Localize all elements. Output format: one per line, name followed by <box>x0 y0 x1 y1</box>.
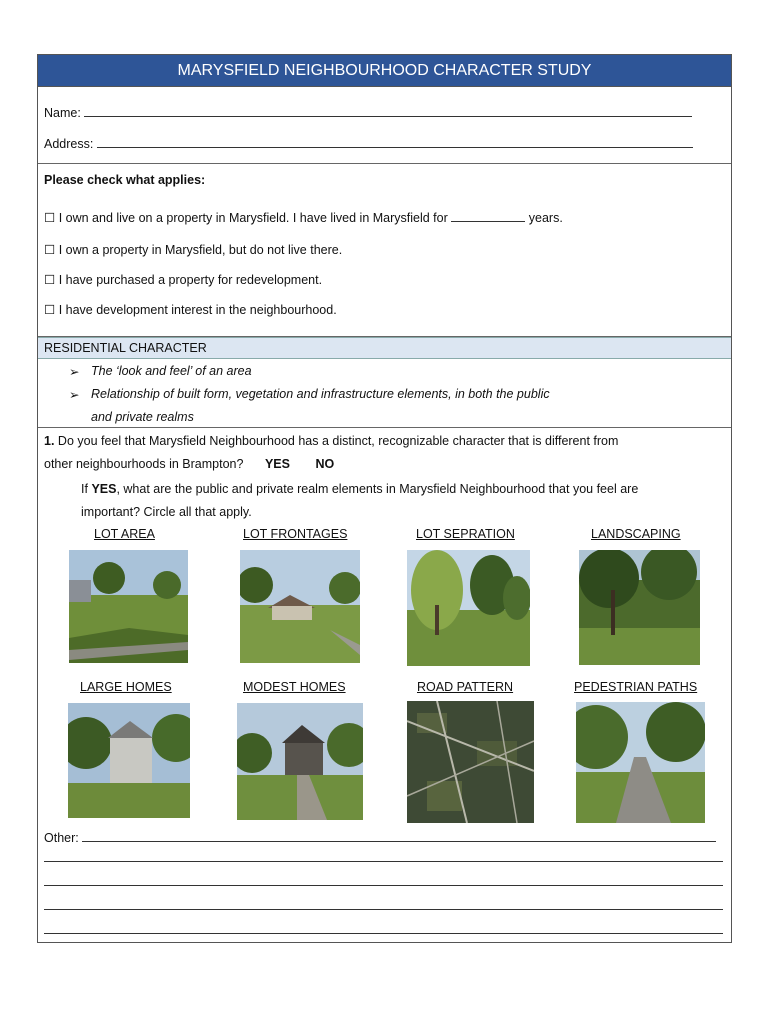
residential-section <box>38 337 731 428</box>
contact-section <box>38 87 731 164</box>
followup-line2: important? Circle all that apply. <box>81 505 252 519</box>
trees-photo[interactable] <box>579 550 700 665</box>
label-lot-frontages[interactable]: LOT FRONTAGES <box>243 527 348 541</box>
label-modest-homes[interactable]: MODEST HOMES <box>243 680 346 694</box>
other-label: Other: <box>44 831 79 845</box>
other-line-2[interactable] <box>44 860 723 862</box>
followup-line1: If YES, what are the public and private realm elements in Marysfield Neighbourhood that you feel are <box>81 482 639 496</box>
arrow-icon: ➢ <box>69 365 80 379</box>
bullet-relationship-cont: and private realms <box>91 410 194 424</box>
question-section <box>38 428 731 946</box>
house-lawn-photo[interactable] <box>240 550 360 663</box>
question-1-line1: 1. Do you feel that Marysfield Neighbourhood has a distinct, recognizable character that is different from <box>44 434 619 448</box>
path-photo[interactable] <box>576 702 705 823</box>
survey-form <box>37 54 732 943</box>
label-lot-area[interactable]: LOT AREA <box>94 527 155 541</box>
check-heading: Please check what applies: <box>44 173 206 187</box>
lawn-photo[interactable] <box>69 550 188 663</box>
address-row <box>44 137 693 151</box>
aerial-map-photo[interactable] <box>407 701 534 823</box>
checkbox-development-interest[interactable]: ☐ <box>44 303 56 317</box>
checkbox-redevelopment[interactable]: ☐ <box>44 273 56 287</box>
option-nonresident-owner: ☐ I own a property in Marysfield, but do not live there. <box>44 243 343 257</box>
willow-tree-photo[interactable] <box>407 550 530 666</box>
name-field[interactable] <box>84 106 692 117</box>
option-redevelopment: ☐ I have purchased a property for redevelopment. <box>44 273 323 287</box>
bullet-look-feel: ➢ The ‘look and feel’ of an area <box>69 364 252 379</box>
yes-option[interactable]: YES <box>264 457 290 471</box>
option-development-interest: ☐ I have development interest in the neighbourhood. <box>44 303 337 317</box>
bullet-relationship: ➢ Relationship of built form, vegetation and infrastructure elements, in both the public <box>69 387 550 402</box>
question-1-line2: other neighbourhoods in Brampton? YES NO <box>44 457 335 471</box>
other-line-5[interactable] <box>44 932 723 934</box>
form-title: MARYSFIELD NEIGHBOURHOOD CHARACTER STUDY <box>38 55 731 87</box>
address-field[interactable] <box>97 137 693 148</box>
checkbox-resident[interactable]: ☐ <box>44 211 56 225</box>
label-landscaping[interactable]: LANDSCAPING <box>591 527 681 541</box>
other-row <box>44 831 716 845</box>
other-field[interactable] <box>82 831 716 842</box>
label-lot-separation[interactable]: LOT SEPRATION <box>416 527 515 541</box>
checkbox-nonresident-owner[interactable]: ☐ <box>44 243 56 257</box>
modest-home-photo[interactable] <box>237 703 363 820</box>
option-resident: ☐ I own and live on a property in Marysfield. I have lived in Marysfield for years. <box>44 211 563 225</box>
name-label: Name: <box>44 106 81 120</box>
label-pedestrian-paths[interactable]: PEDESTRIAN PATHS <box>574 680 698 694</box>
address-label: Address: <box>44 137 94 151</box>
residential-heading: RESIDENTIAL CHARACTER <box>38 337 731 359</box>
no-option[interactable]: NO <box>315 457 335 471</box>
label-large-homes[interactable]: LARGE HOMES <box>80 680 172 694</box>
name-row <box>44 106 692 120</box>
large-home-photo[interactable] <box>68 703 190 818</box>
other-line-4[interactable] <box>44 908 723 910</box>
years-field[interactable] <box>451 211 525 222</box>
other-line-3[interactable] <box>44 884 723 886</box>
arrow-icon: ➢ <box>69 388 80 402</box>
ownership-section <box>38 164 731 337</box>
label-road-pattern[interactable]: ROAD PATTERN <box>417 680 514 694</box>
